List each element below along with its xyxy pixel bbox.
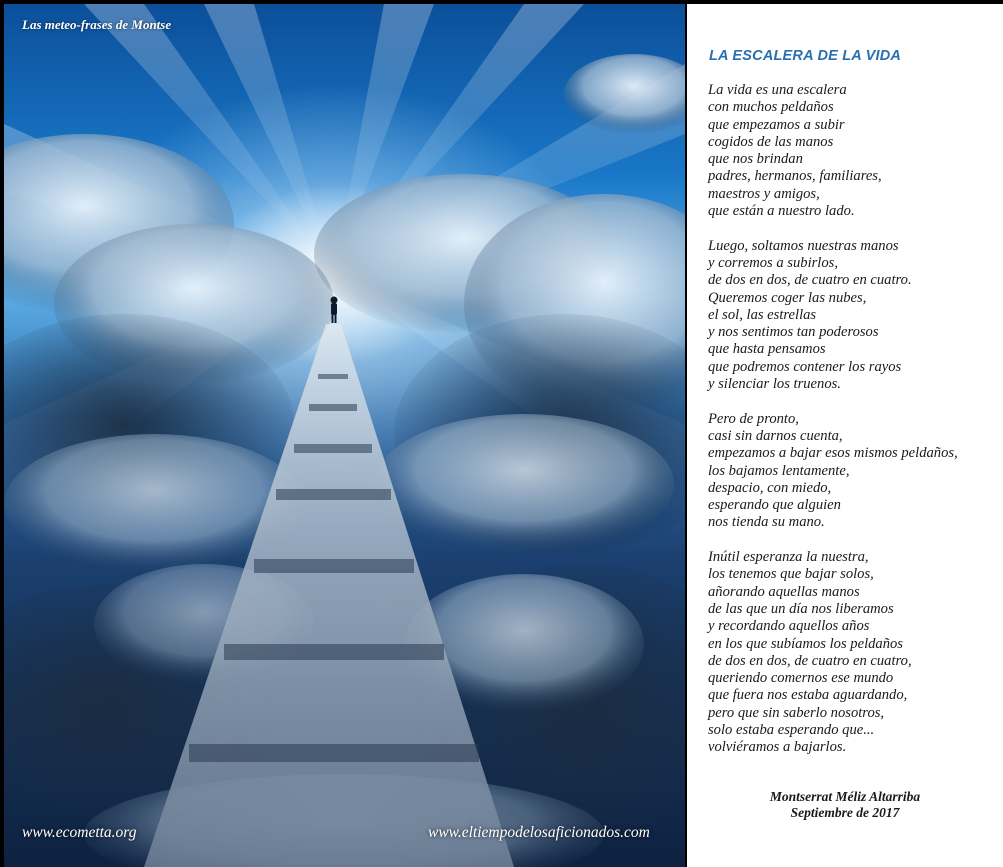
poem-line: que nos brindan	[708, 151, 803, 168]
poem-line: con muchos peldaños	[708, 99, 834, 116]
poem-line: padres, hermanos, familiares,	[708, 168, 882, 185]
poem-line: y corremos a subirlos,	[708, 254, 838, 271]
stanza-4	[708, 549, 1000, 757]
poem-line: queriendo comernos ese mundo	[708, 670, 894, 687]
poem-line: que empezamos a subir	[708, 116, 845, 133]
stanza-1	[708, 82, 1000, 220]
poem-body	[708, 82, 1000, 774]
poem-line: pero que sin saberlo nosotros,	[708, 704, 885, 721]
poem-line: los tenemos que bajar solos,	[708, 566, 874, 583]
person-silhouette	[331, 297, 338, 324]
poem-line: de las que un día nos liberamos	[708, 600, 894, 617]
poem-line: y recordando aquellos años	[708, 618, 870, 635]
poem-line: empezamos a bajar esos mismos peldaños,	[708, 445, 958, 462]
header-caption: Las meteo-frases de Montse	[22, 17, 172, 32]
footer-url-right[interactable]: www.eltiempodelosaficionados.com	[428, 824, 650, 841]
poem-line: que fuera nos estaba aguardando,	[708, 687, 908, 704]
poem-line: La vida es una escalera	[708, 82, 847, 98]
stanza-3	[708, 411, 1000, 532]
poem-line: Queremos coger las nubes,	[708, 289, 867, 306]
poem-line: los bajamos lentamente,	[708, 462, 850, 479]
stanza-2	[708, 238, 1000, 394]
poem-date: Septiembre de 2017	[790, 805, 900, 820]
poem-line: que están a nuestro lado.	[708, 203, 855, 220]
poem-line: que hasta pensamos	[708, 341, 826, 358]
poem-line: el sol, las estrellas	[708, 306, 817, 323]
poem-line: en los que subíamos los peldaños	[708, 635, 903, 652]
poem-panel	[687, 4, 1003, 867]
poem-line: y silenciar los truenos.	[708, 376, 841, 393]
poem-line: Pero de pronto,	[708, 410, 799, 427]
poem-line: que podremos contener los rayos	[708, 358, 902, 375]
poem-line: añorando aquellas manos	[708, 583, 860, 600]
poem-line: maestros y amigos,	[708, 185, 820, 202]
sky-stairway-illustration	[4, 4, 685, 867]
sky-stairway-picture	[4, 4, 685, 867]
poem-line: de dos en dos, de cuatro en cuatro,	[708, 652, 912, 669]
footer-url-left[interactable]: www.ecometta.org	[22, 824, 137, 841]
poem-author: Montserrat Méliz Altarriba	[769, 789, 921, 804]
poem-line: casi sin darnos cuenta,	[708, 427, 843, 444]
poem-line: y nos sentimos tan poderosos	[708, 324, 879, 341]
poem-line: despacio, con miedo,	[708, 479, 832, 496]
poem-line: nos tienda su mano.	[708, 514, 825, 531]
poem-line: de dos en dos, de cuatro en cuatro.	[708, 272, 912, 289]
poem-line: esperando que alguien	[708, 497, 841, 514]
poem-line: Luego, soltamos nuestras manos	[708, 237, 899, 254]
poem-line: volviéramos a bajarlos.	[708, 739, 847, 756]
poem-line: Inútil esperanza la nuestra,	[708, 549, 869, 566]
poem-line: cogidos de las manos	[708, 133, 834, 150]
poem-line: solo estaba esperando que...	[708, 721, 875, 738]
poem-title: LA ESCALERA DE LA VIDA	[709, 48, 902, 64]
